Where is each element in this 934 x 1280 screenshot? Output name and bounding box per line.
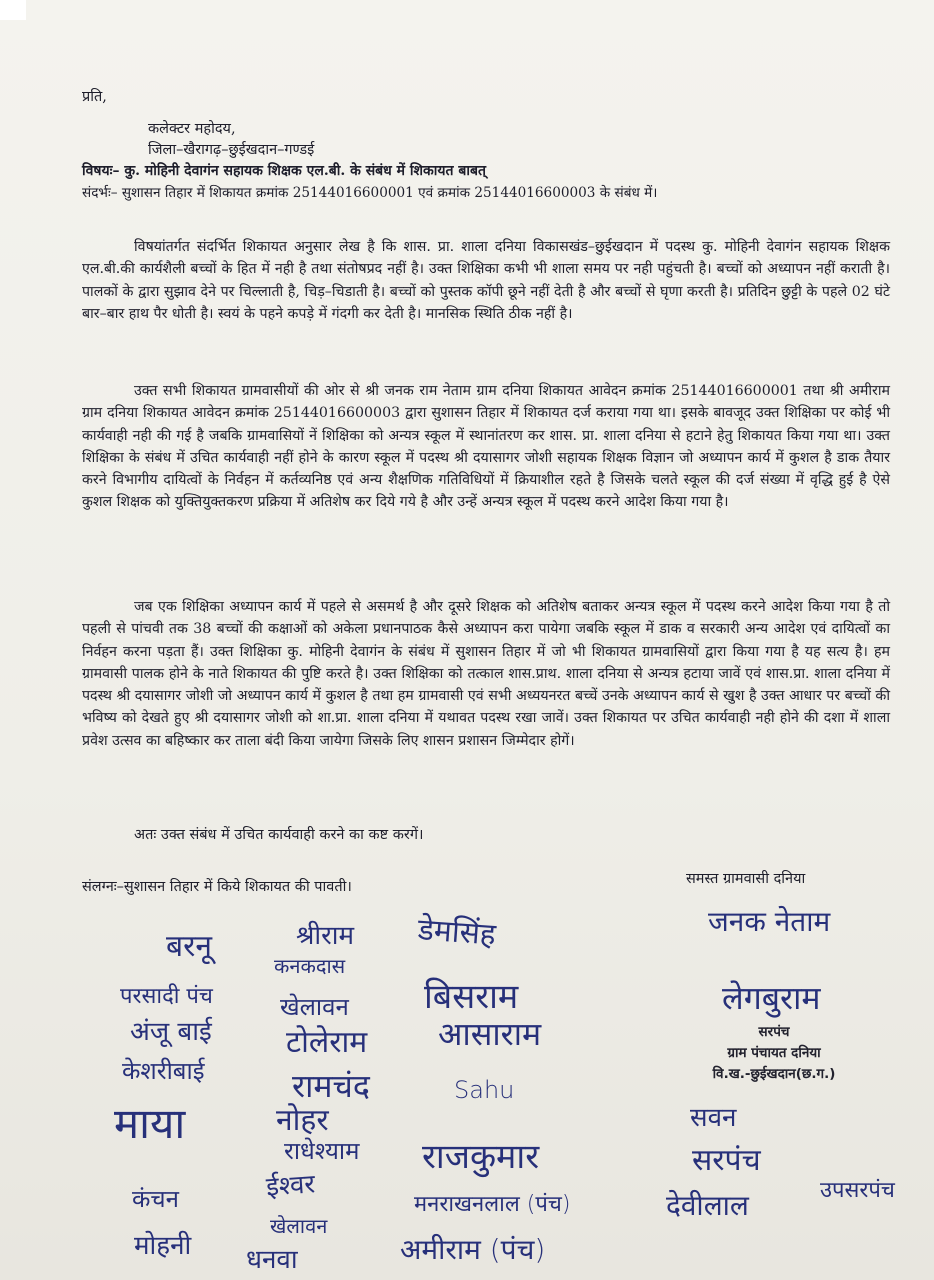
signature: राजकुमार <box>422 1137 540 1177</box>
enclosure-note: संलग्नः–सुशासन तिहार में किये शिकायत की पावती। <box>82 879 352 895</box>
signature: राधेश्याम <box>284 1137 360 1165</box>
sender-line: समस्त ग्रामवासी दनिया <box>686 871 806 887</box>
paper-corner <box>0 0 26 20</box>
signature: Sahu <box>454 1076 515 1104</box>
signature: मोहनी <box>134 1231 192 1261</box>
signature: सवन <box>690 1103 737 1133</box>
paragraph-3 <box>82 596 890 752</box>
signature: श्रीराम <box>296 921 355 951</box>
signature: कंचन <box>132 1185 179 1213</box>
signature: उपसरपंच <box>820 1178 895 1203</box>
signature: अंजू बाई <box>130 1017 212 1047</box>
signature: जनक नेताम <box>708 905 831 938</box>
signature: माया <box>114 1099 186 1148</box>
signature: केशरीबाई <box>122 1057 205 1085</box>
signature: ईश्वर <box>265 1169 317 1203</box>
signature: बरनू <box>166 929 213 964</box>
signature: लेगबुराम <box>722 979 821 1017</box>
signature: खेलावन <box>270 1214 328 1238</box>
seal-block: वि.ख.-छुईखदान(छ.ग.) <box>712 1066 836 1082</box>
signature: नोहर <box>276 1103 329 1138</box>
subject-text: कु. मोहिनी देवागंन सहायक शिक्षक एल.बी. के संबंध में शिकायत बाबत् <box>124 163 486 179</box>
signature: टोलेराम <box>286 1025 368 1060</box>
reference-label: संदर्भः– <box>82 185 118 201</box>
signature: देवीलाल <box>666 1189 749 1222</box>
signature: मनराखनलाल (पंच) <box>414 1192 571 1217</box>
signature: डेमसिंह <box>416 912 497 953</box>
seal-title: सरपंच <box>758 1024 790 1040</box>
signature: सरपंच <box>692 1143 761 1178</box>
closing-request: अतः उक्त संबंध में उचित कार्यवाही करने का कष्ट करगें। <box>134 827 424 843</box>
salutation: प्रति, <box>82 89 107 105</box>
sarpanch-seal <box>664 1022 884 1085</box>
signature: आसाराम <box>438 1015 542 1053</box>
signature: कनकदास <box>274 954 346 978</box>
reference-text: सुशासन तिहार में शिकायत क्रमांक 25144016600001 एवं क्रमांक 25144016600003 के संबंध में। <box>121 185 658 201</box>
subject-label: विषयः– <box>82 163 120 179</box>
signature: परसादी पंच <box>120 984 213 1009</box>
signature: धनवा <box>246 1245 298 1275</box>
paragraph-2 <box>82 380 890 514</box>
signature: अमीराम (पंच) <box>400 1233 546 1266</box>
paragraph-2-text: उक्त सभी शिकायत ग्रामवासीयों की ओर से श्री जनक राम नेताम ग्राम दनिया शिकायत आवेदन क्रमांक 25144016600001 तथा श्री अमीराम ग्राम दनिया शिकायत आवेदन क्रमांक 25144016600003 द्वारा सुशासन तिहार में शिकायत दर्ज कराया गया था। इसके बावजूद उक्त शिक्षिका पर कोई भी कार्यवाही नही की गई है जबकि ग्रामवासियों नें शिक्षिका को अन्यत्र स्कूल में स्थानांतरण कर शास. प्रा. शाला दनिया से हटाने हेतु शिकायत किया गया था। उक्त शिक्षिका के संबंध में उचित कार्यवाही नहीं होने के कारण स्कूल में पदस्थ श्री दयासागर जोशी सहायक शिक्षक विज्ञान जो अध्यापन कार्य में कुशल है डाक तैयार करने विभागीय दायित्वों के निर्वहन में कर्तव्यनिष्ठ एवं अन्य शैक्षणिक गतिविधियों में क्रियाशील रहते है जिसके चलते स्कूल की दर्ज संख्या में वृद्धि हुई है ऐसे कुशल शिक्षक को युक्तियुक्तकरण प्रक्रिया में अतिशेष कर दिये गये है और उन्हें अन्यत्र स्कूल में पदस्थ करने आदेश किया गया है। <box>82 383 890 511</box>
addressee-title: कलेक्टर महोदय, <box>148 121 236 137</box>
signature: खेलावन <box>280 993 349 1021</box>
seal-panchayat: ग्राम पंचायत दनिया <box>727 1045 821 1061</box>
paragraph-3-text: जब एक शिक्षिका अध्यापन कार्य में पहले से असमर्थ है और दूसरे शिक्षक को अतिशेष बताकर अन्यत्र स्कूल में पदस्थ करने आदेश किया गया है तो पहली से पांचवी तक 38 बच्चों की कक्षाओं को अकेला प्रधानपाठक कैसे अध्यापन करा पायेगा जबकि स्कूल में डाक व सरकारी अन्य आदेश एवं दायित्वों का निर्वहन करना पड़ता हैं। उक्त शिक्षिका कु. मोहिनी देवागंन के संबंध में सुशासन तिहार में जो भी शिकायत ग्रामवासियों द्वारा किया गया है यह सत्य है। हम ग्रामवासी पालक होने के नाते शिकायत की पुष्टि करते है। उक्त शिक्षिका को तत्काल शास.प्राथ. शाला दनिया से अन्यत्र हटाया जावें एवं शास.प्रा. शाला दनिया में पदस्थ श्री दयासागर जोशी जो अध्यापन कार्य में कुशल है तथा हम ग्रामवासी एवं सभी अध्ययनरत बच्चें उनके अध्यापन कार्य से खुश है उक्त आधार पर बच्चों की भविष्य को देखते हुए श्री दयासागर जोशी को शा.प्रा. शाला दनिया में यथावत पदस्थ रखा जावें। उक्त शिकायत पर उचित कार्यवाही नही होने की दशा में शाला प्रवेश उत्सव का बहिष्कार कर ताला बंदी किया जायेगा जिसके लिए शासन प्रशासन जिम्मेदार होगें। <box>82 599 890 749</box>
addressee-district: जिला–खैरागढ़–छुईखदान–गण्डई <box>148 142 315 158</box>
subject-line <box>82 162 486 181</box>
reference-line <box>82 184 657 203</box>
signature: बिसराम <box>424 977 519 1017</box>
paragraph-1-text: विषयांतर्गत संदर्भित शिकायत अनुसार लेख है कि शास. प्रा. शाला दनिया विकासखंड–छुईखदान में पदस्थ कु. मोहिनी देवागंन सहायक शिक्षक एल.बी.की कार्यशैली बच्चों के हित में नही है तथा संतोषप्रद नहीं है। उक्त शिक्षिका कभी भी शाला समय पर नही पहुंचती है। बच्चों को अध्यापन नहीं कराती है। पालकों के द्वारा सुझाव देने पर चिल्लाती है, चिड़–चिडाती है। बच्चों को पुस्तक कॉपी छूने नहीं देती है और बच्चों से घृणा करती है। प्रतिदिन छुट्टी के पहले 02 घंटे बार–बार हाथ पैर धोती है। स्वयं के पहने कपड़े में गंदगी कर देती है। मानसिक स्थिति ठीक नहीं है। <box>82 239 890 322</box>
signature: रामचंद <box>292 1067 370 1105</box>
paragraph-1 <box>82 236 890 325</box>
